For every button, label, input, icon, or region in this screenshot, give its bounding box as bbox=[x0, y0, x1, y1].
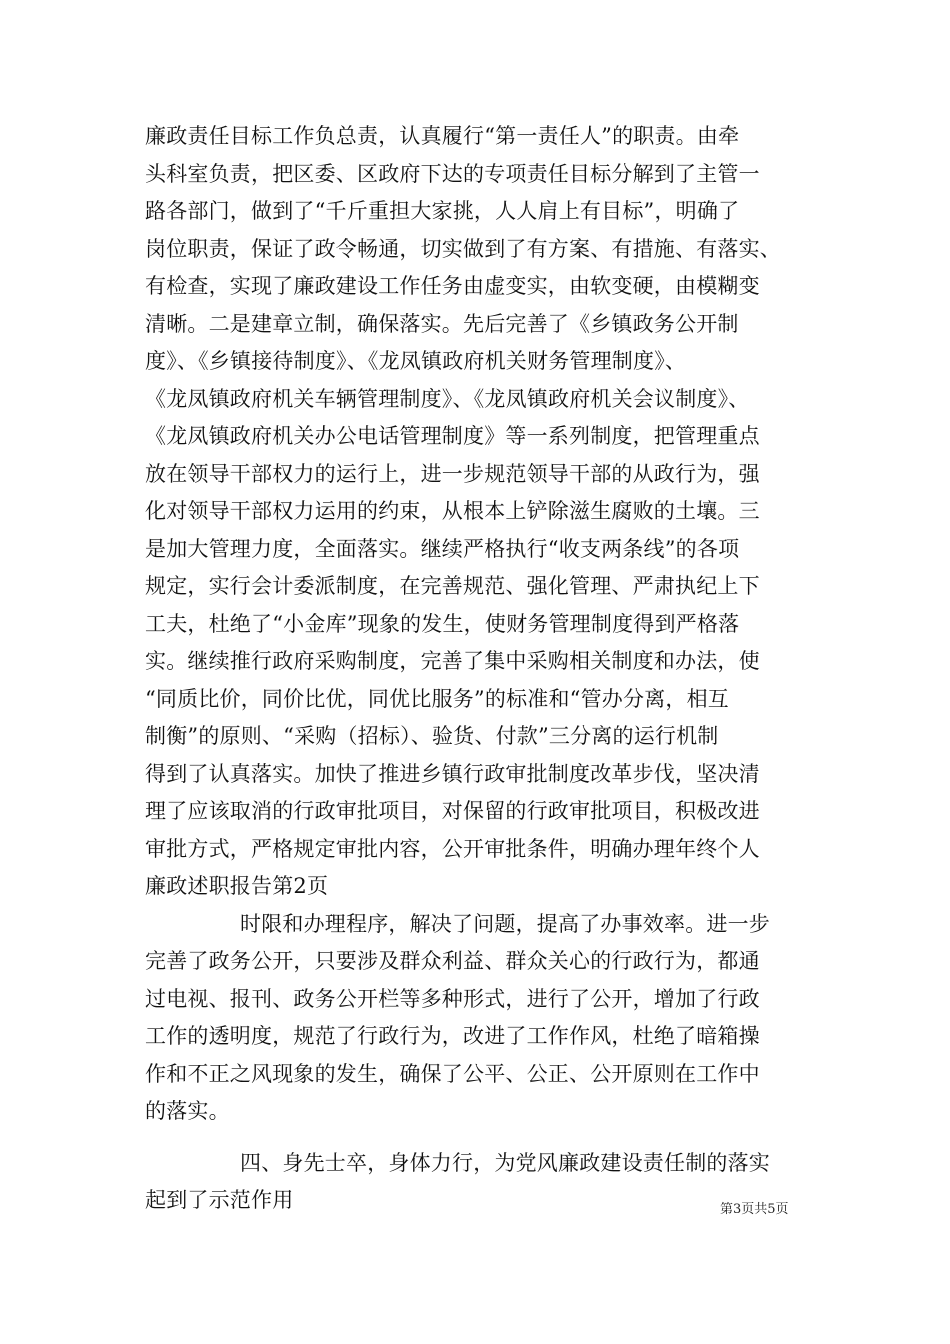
text-line: 《龙凤镇政府机关车辆管理制度》、《龙凤镇政府机关会议制度》、 bbox=[145, 386, 750, 411]
text-line: 得到了认真落实。加快了推进乡镇行政审批制度改革步伐，坚决清 bbox=[145, 761, 760, 786]
text-line: 的落实。 bbox=[145, 1099, 230, 1123]
text-line: 四、身先士卒，身体力行，为党风廉政建设责任制的落实 bbox=[240, 1150, 770, 1175]
text-line: 岗位职责，保证了政令畅通，切实做到了有方案、有措施、有落实、 bbox=[145, 236, 781, 261]
text-line: 廉政述职报告第2页 bbox=[145, 874, 329, 898]
document-body bbox=[145, 118, 809, 1220]
paragraph-1 bbox=[145, 118, 809, 906]
text-line: 制衡”的原则、“采购（招标）、验货、付款”三分离的运行机制 bbox=[145, 724, 719, 748]
text-line: 头科室负责，把区委、区政府下达的专项责任目标分解到了主管一 bbox=[145, 161, 760, 186]
text-line: 时限和办理程序，解决了问题，提高了办事效率。进一步 bbox=[240, 911, 770, 936]
paragraph-gap bbox=[145, 1131, 809, 1145]
text-line: 工夫，杜绝了“小金库”现象的发生，使财务管理制度得到严格落 bbox=[145, 611, 740, 636]
text-line: 《龙凤镇政府机关办公电话管理制度》等一系列制度，把管理重点 bbox=[145, 424, 760, 448]
text-line: 放在领导干部权力的运行上，进一步规范领导干部的从政行为，强 bbox=[145, 461, 760, 486]
text-line: 起到了示范作用 bbox=[145, 1188, 294, 1212]
text-line: “同质比价，同价比优，同优比服务”的标准和“管办分离，相互 bbox=[145, 686, 730, 711]
text-line: 过电视、报刊、政务公开栏等多种形式，进行了公开，增加了行政 bbox=[145, 986, 760, 1011]
text-line: 完善了政务公开，只要涉及群众利益、群众关心的行政行为，都通 bbox=[145, 949, 760, 973]
text-line: 工作的透明度，规范了行政行为，改进了工作作风，杜绝了暗箱操 bbox=[145, 1024, 760, 1048]
text-line: 路各部门，做到了“千斤重担大家挑，人人肩上有目标”，明确了 bbox=[145, 199, 740, 223]
text-line: 是加大管理力度，全面落实。继续严格执行“收支两条线”的各项 bbox=[145, 536, 740, 561]
paragraph-2 bbox=[145, 906, 809, 1131]
paragraph-3 bbox=[145, 1145, 809, 1220]
text-line: 实。继续推行政府采购制度，完善了集中采购相关制度和办法，使 bbox=[145, 649, 760, 673]
text-line: 化对领导干部权力运用的约束，从根本上铲除滋生腐败的土壤。三 bbox=[145, 499, 760, 523]
text-line: 作和不正之风现象的发生，确保了公平、公正、公开原则在工作中 bbox=[145, 1061, 760, 1086]
page-number-footer: 第3页共5页 bbox=[720, 1202, 789, 1217]
text-line: 有检查，实现了廉政建设工作任务由虚变实，由软变硬，由模糊变 bbox=[145, 274, 760, 298]
text-line: 审批方式，严格规定审批内容，公开审批条件，明确办理年终个人 bbox=[145, 836, 760, 861]
text-line: 理了应该取消的行政审批项目，对保留的行政审批项目，积极改进 bbox=[145, 799, 760, 823]
text-line: 廉政责任目标工作负总责，认真履行“第一责任人”的职责。由牵 bbox=[145, 124, 740, 148]
text-line: 规定，实行会计委派制度，在完善规范、强化管理、严肃执纪上下 bbox=[145, 574, 760, 598]
text-line: 清晰。二是建章立制，确保落实。先后完善了《乡镇政务公开制 bbox=[145, 311, 739, 336]
text-line: 度》、《乡镇接待制度》、《龙凤镇政府机关财务管理制度》、 bbox=[145, 349, 687, 373]
